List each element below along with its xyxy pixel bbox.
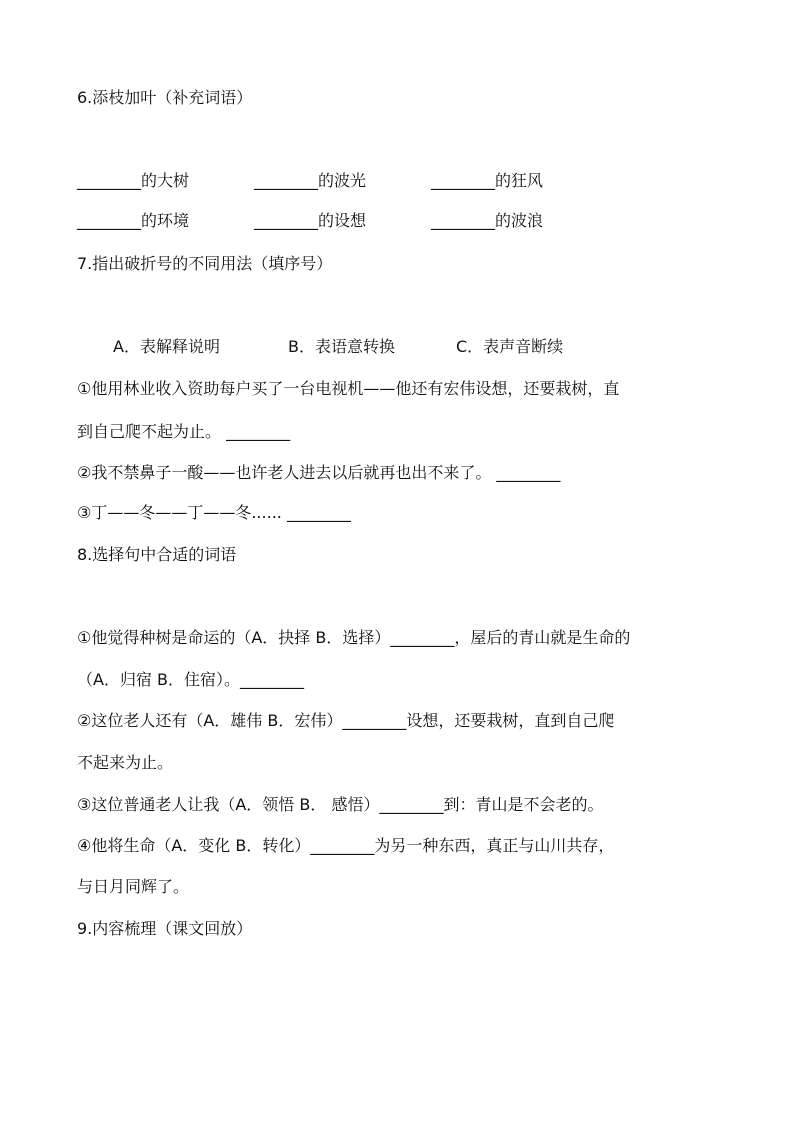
q7-option-a: A．表解释说明 [113,337,220,356]
q7-option-b: B．表语意转换 [288,337,395,356]
q8-line-7: 与日月同辉了。 [77,877,190,896]
q8-line-5: ③这位普通老人让我（A．领悟 B． 感悟）________到：青山是不会老的。 [77,795,604,814]
q7-item-3: ③丁——冬——丁——冬...... ________ [77,503,351,522]
q8-line-2: （A．归宿 B．住宿）。________ [77,670,305,689]
q6-blank-2: ________的波光 [254,171,367,190]
q8-line-6: ④他将生命（A．变化 B．转化）________为另一种东西，真正与山川共存， [77,836,615,855]
q8-line-3: ②这位老人还有（A．雄伟 B．宏伟）________设想，还要栽树，直到自己爬 [77,711,615,730]
q9-title: 9.内容梳理（课文回放） [77,919,253,938]
q6-blank-5: ________的设想 [254,211,367,230]
q6-blank-3: ________的狂风 [431,171,544,190]
q6-title: 6.添枝加叶（补充词语） [77,88,253,107]
q8-line-4: 不起来为止。 [77,753,174,772]
q7-item-1: ①他用林业收入资助每户买了一台电视机——他还有宏伟设想，还要栽树，直 [77,379,620,398]
q8-title: 8.选择句中合适的词语 [77,545,237,564]
q7-option-c: C．表声音断续 [456,337,564,356]
q8-line-1: ①他觉得种树是命运的（A．抉择 B．选择）________，屋后的青山就是生命的 [77,628,631,647]
q6-blank-6: ________的波浪 [431,211,544,230]
q7-item-1-cont: 到自己爬不起为止。 ________ [77,422,291,441]
q7-title: 7.指出破折号的不同用法（填序号） [77,254,333,273]
q6-blank-4: ________的环境 [77,211,190,230]
q6-blank-1: ________的大树 [77,171,190,190]
q7-item-2: ②我不禁鼻子一酸——也许老人进去以后就再也出不来了。 ________ [77,463,561,482]
